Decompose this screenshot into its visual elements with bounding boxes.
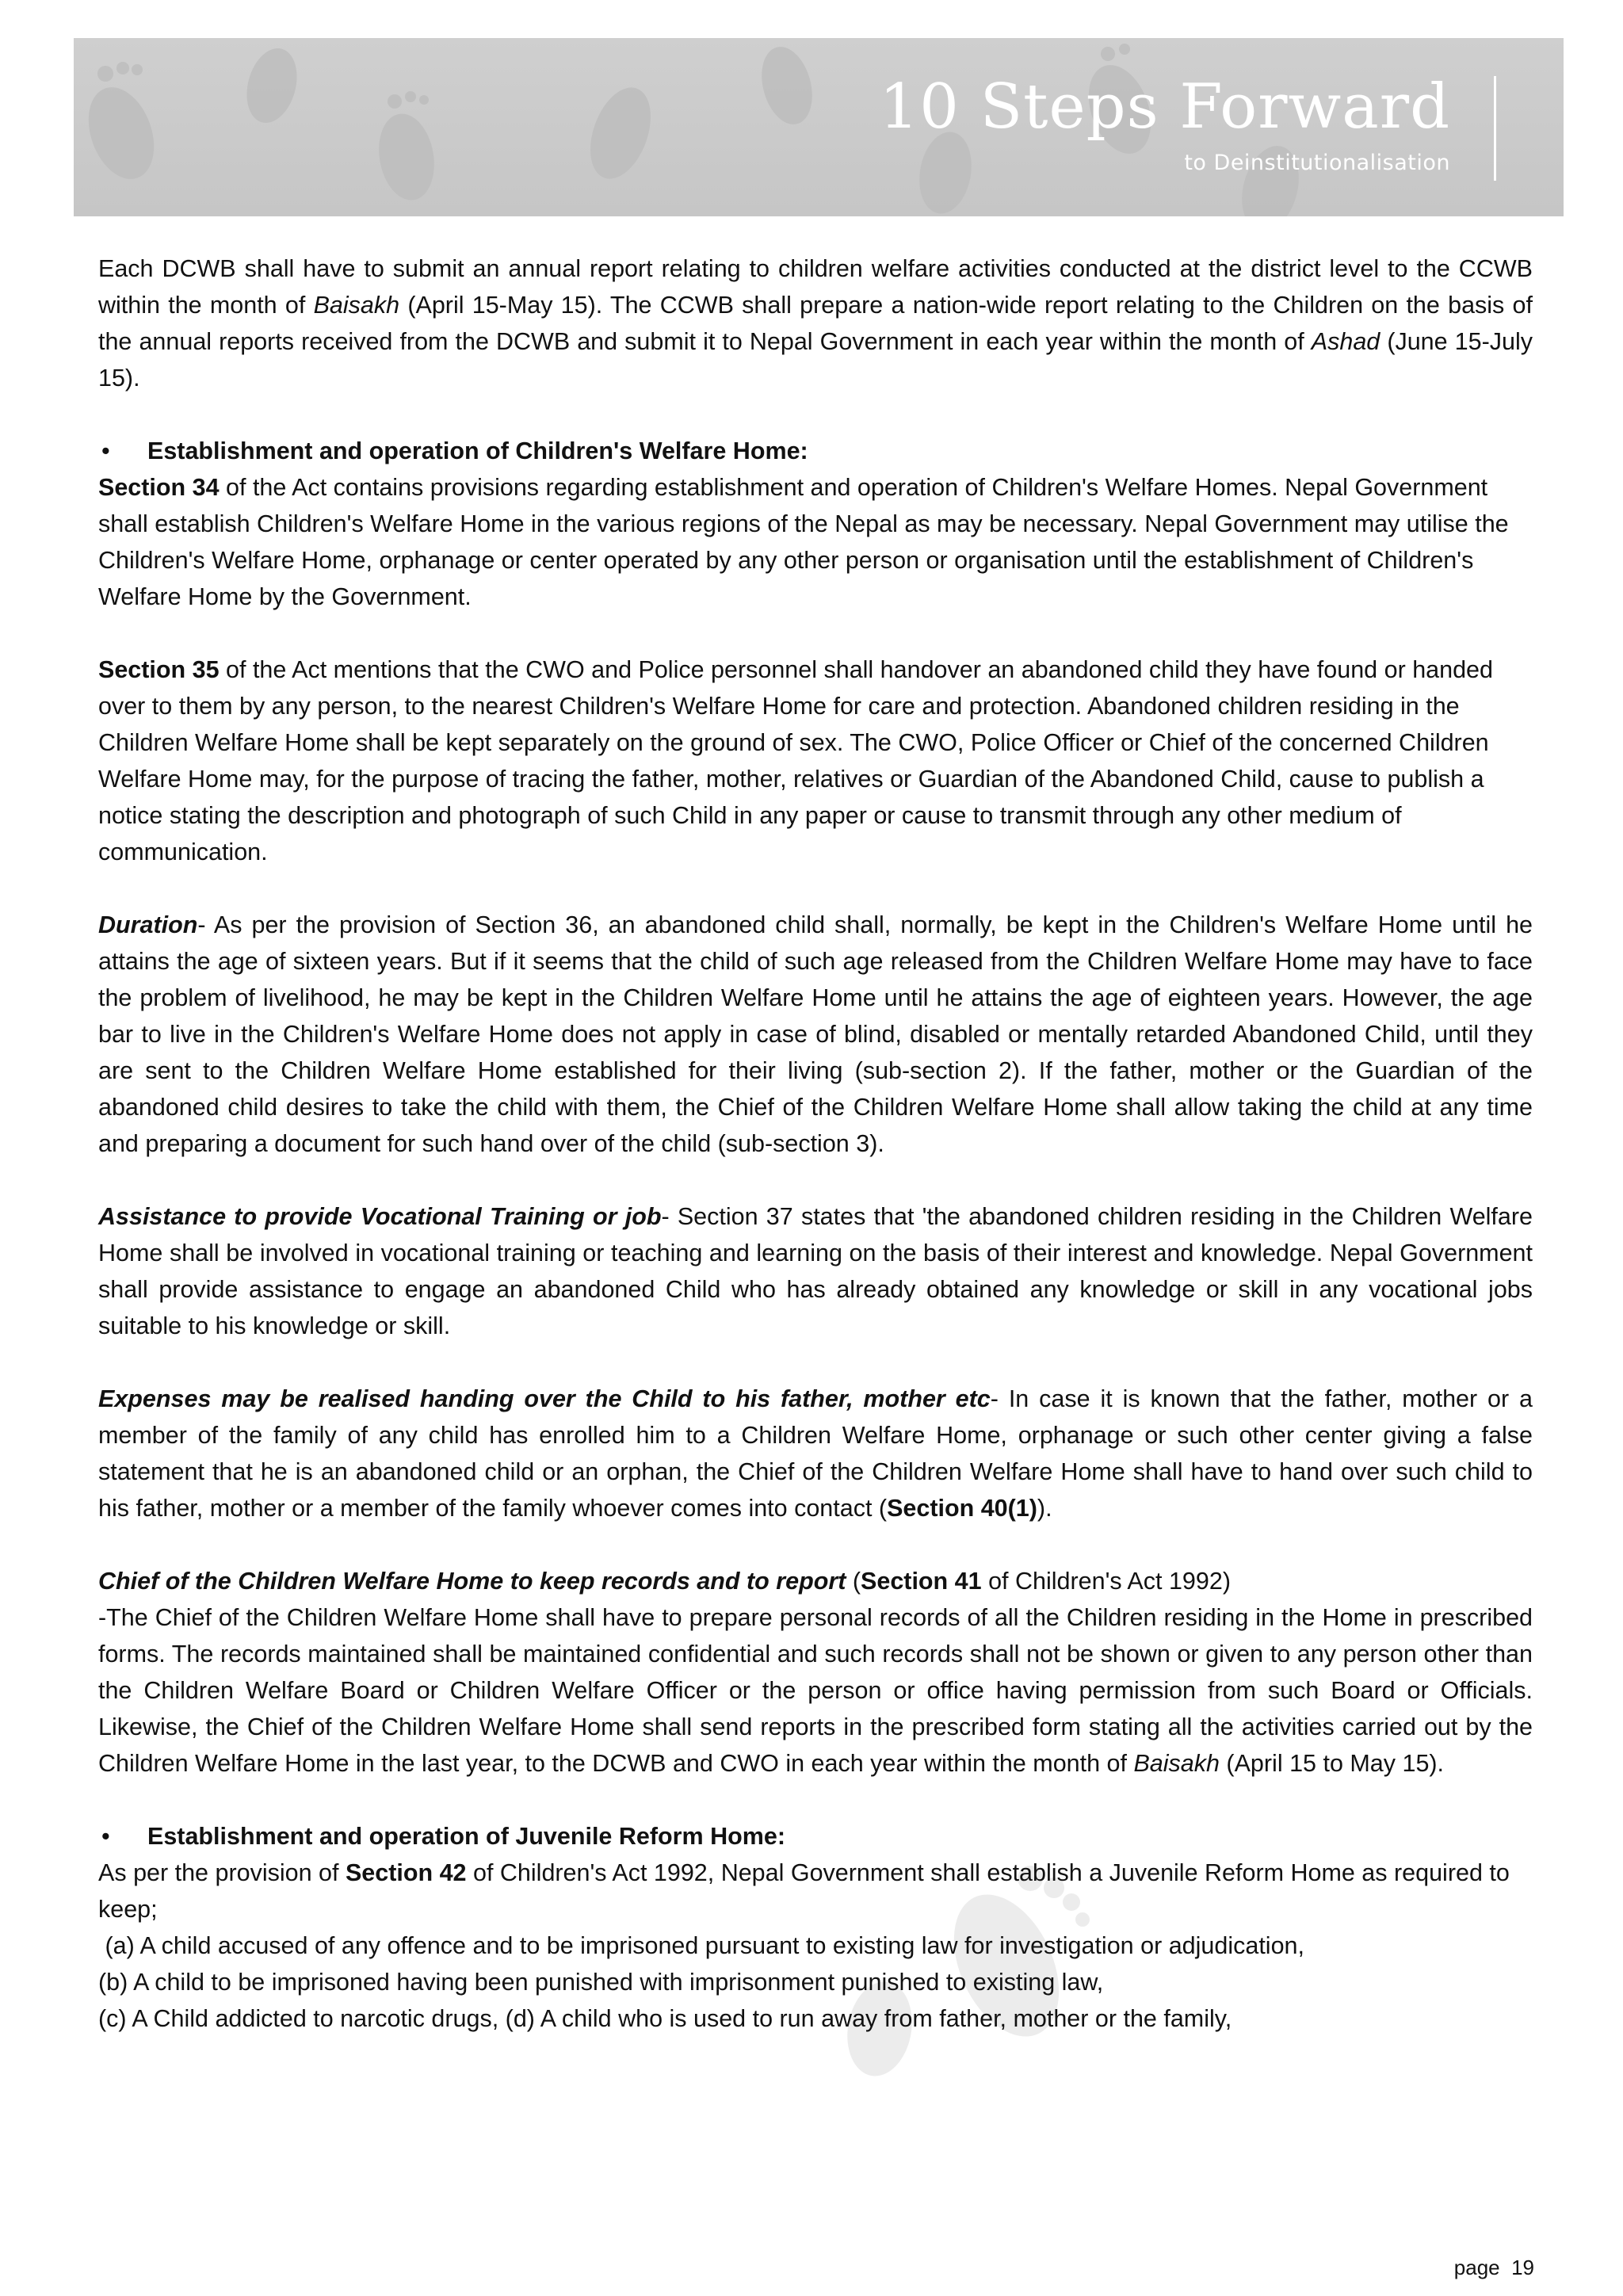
heading-text: Establishment and operation of Children's Welfare Home:	[147, 437, 808, 464]
document-body	[98, 250, 1533, 2037]
section-ref: Section 42	[345, 1859, 467, 1886]
term-heading: Chief of the Children Welfare Home to keep records and to report	[98, 1568, 846, 1595]
month-term: Baisakh	[313, 292, 400, 319]
month-term: Ashad	[1311, 328, 1381, 355]
text: of the Act contains provisions regarding establishment and operation of Children's Welfare Homes. Nepal Government shall establish Children's Welfare Home in the various regions of the Nepal as may be necessary. Nepal Government may utilise the Children's Welfare Home, orphanage or center operated by any other person or organisation until the establishment of Children's Welfare Home by the Government.	[98, 474, 1509, 610]
list-item: (c) A Child addicted to narcotic drugs, (d) A child who is used to run away from father, mother or the family,	[98, 2005, 1232, 2032]
paragraph-records	[98, 1599, 1533, 1782]
bullet-icon: •	[101, 437, 110, 464]
text: -The Chief of the Children Welfare Home shall have to prepare personal records of all the Children residing in the Home in prescribed forms. The records maintained shall be maintained confidential and such records shall not be shown or given to any person other than the Children Welfare Board or Children Welfare Officer or the person or office having permission from such Board or Officials. Likewise, the Chief of the Children Welfare Home shall send reports in the prescribed form stating all the activities carried out by the Children Welfare Home in the last year, to the DCWB and CWO in each year within the month of	[98, 1604, 1533, 1777]
text: of Children's Act 1992)	[981, 1568, 1231, 1595]
list-item: (b) A child to be imprisoned having been punished with imprisonment punished to existing law,	[98, 1969, 1104, 1996]
text: As per the provision of	[98, 1859, 346, 1886]
text: (June 15-July 15).	[98, 328, 1533, 392]
paragraph-annual-report	[98, 250, 1533, 396]
paragraph-records-heading	[98, 1563, 1533, 1599]
heading-text: Establishment and operation of Juvenile Reform Home:	[147, 1823, 785, 1850]
section-ref: Section 35	[98, 656, 220, 683]
paragraph-expenses	[98, 1381, 1533, 1526]
page-label: page	[1453, 2256, 1500, 2279]
term-heading: Expenses may be realised handing over the Child to his father, mother etc	[98, 1385, 991, 1412]
text: ).	[1037, 1495, 1052, 1522]
text: - Section 37 states that 'the abandoned children residing in the Children Welfare Home shall be involved in vocational training or teaching and learning on the basis of their interest and knowledge. Nepal Government shall provide assistance to engage an abandoned Child who has already obtained any knowledge or skill in any vocational jobs suitable to his knowledge or skill.	[98, 1203, 1533, 1339]
text: Each DCWB shall have to submit an annual report relating to children welfare activities conducted at the district level to the CCWB within the month of	[98, 255, 1533, 319]
text: - In case it is known that the father, mother or a member of the family of any child has enrolled him to a Children Welfare Home, orphanage or such other center giving a false statement that he is an abandoned child or an orphan, the Chief of the Children Welfare Home shall have to hand over such child to his father, mother or a member of the family whoever comes into contact (	[98, 1385, 1533, 1522]
paragraph-section-34	[98, 469, 1533, 615]
section-ref: Section 40(1)	[887, 1495, 1037, 1522]
text: - As per the provision of Section 36, an abandoned child shall, normally, be kept in the Children's Welfare Home until he attains the age of sixteen years. But if it seems that the child of such age released from the Children Welfare Home may have to face the problem of livelihood, he may be kept in the Children Welfare Home until he attains the age of eighteen years. However, the age bar to live in the Children's Welfare Home does not apply in case of blind, disabled or mentally retarded Abandoned Child, until they are sent to the Children Welfare Home established for their living (sub-section 2). If the father, mother or the Guardian of the abandoned child desires to take the child with them, the Chief of the Children Welfare Home shall allow taking the child at any time and preparing a document for such hand over of the child (sub-section 3).	[98, 911, 1533, 1157]
section-heading-juvenile-reform	[98, 1818, 1533, 1855]
text: of the Act mentions that the CWO and Police personnel shall handover an abandoned child they have found or handed over to them by any person, to the nearest Children's Welfare Home for care and protection. Abandoned children residing in the Children Welfare Home shall be kept separately on the ground of sex. The CWO, Police Officer or Chief of the concerned Children Welfare Home may, for the purpose of tracing the father, mother, relatives or Guardian of the Abandoned Child, cause to publish a notice stating the description and photograph of such Child in any paper or cause to transmit through any other medium of communication.	[98, 656, 1493, 865]
page-footer	[1454, 2256, 1534, 2280]
section-heading-welfare-home	[98, 433, 1533, 469]
page-number: 19	[1511, 2256, 1534, 2279]
paragraph-duration	[98, 907, 1533, 1162]
text: (April 15-May 15). The CCWB shall prepare a nation-wide report relating to the Children on the basis of the annual reports received from the DCWB and submit it to Nepal Government in each year within the month of	[98, 292, 1533, 355]
month-term: Baisakh	[1133, 1750, 1220, 1777]
paragraph-section-35	[98, 651, 1533, 870]
list-item: (a) A child accused of any offence and to be imprisoned pursuant to existing law for investigation or adjudication,	[98, 1932, 1304, 1959]
paragraph-section-42	[98, 1855, 1533, 1927]
banner-title: 10 Steps Forward	[879, 71, 1450, 143]
section-ref: Section 34	[98, 474, 220, 501]
banner-subtitle: to Deinstitutionalisation	[1184, 151, 1450, 175]
text: (	[846, 1568, 861, 1595]
paragraph-vocational-training	[98, 1198, 1533, 1344]
text: of Children's Act 1992, Nepal Government shall establish a Juvenile Reform Home as required to keep;	[98, 1859, 1510, 1923]
text: (April 15 to May 15).	[1219, 1750, 1445, 1777]
term-heading: Duration	[98, 911, 198, 938]
bullet-icon: •	[101, 1823, 110, 1850]
term-heading: Assistance to provide Vocational Training or job	[98, 1203, 662, 1230]
banner-divider	[1494, 76, 1496, 181]
header-banner	[74, 38, 1564, 216]
section-ref: Section 41	[861, 1568, 982, 1595]
